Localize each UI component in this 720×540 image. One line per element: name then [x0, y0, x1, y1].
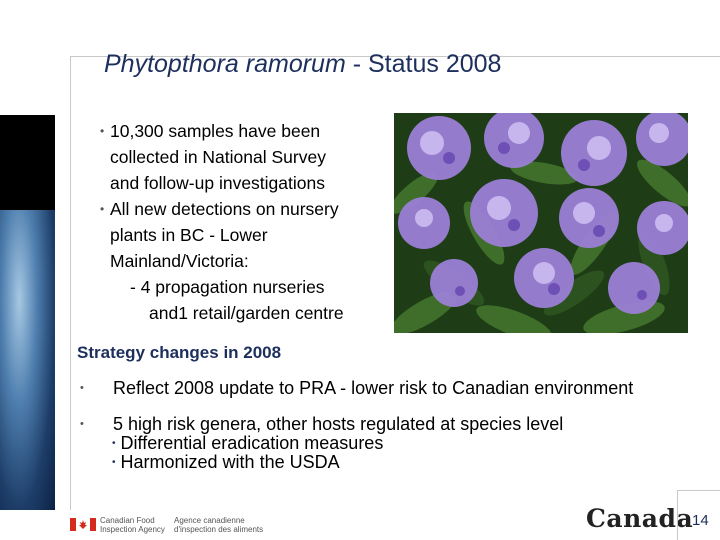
- bullet-line: • 10,300 samples have been: [100, 118, 390, 144]
- left-decor-white: [0, 0, 55, 115]
- left-decor-black: [0, 115, 55, 210]
- rhododendron-flowers-icon: [394, 113, 688, 333]
- bullet-line: collected in National Survey: [110, 147, 326, 167]
- rhododendron-photo: [394, 113, 688, 333]
- bullet-line: and follow-up investigations: [110, 173, 325, 193]
- strategy-heading: Strategy changes in 2008: [77, 343, 282, 362]
- bullet-dot-icon: •: [80, 418, 84, 430]
- bullet-line: and1 retail/garden centre: [149, 303, 344, 323]
- slide-title: [104, 50, 501, 79]
- frame-line-vertical: [70, 56, 71, 510]
- title-status: - Status 2008: [345, 50, 502, 78]
- left-decor-band: [0, 0, 55, 540]
- strategy-item: • Reflect 2008 update to PRA - lower risk to Canadian environment: [80, 378, 634, 398]
- bullet-line: • All new detections on nursery: [100, 196, 390, 222]
- canada-flag-icon: [70, 518, 96, 531]
- bullet-dot-icon: •: [80, 382, 84, 394]
- bullet-line: Mainland/Victoria:: [110, 251, 249, 271]
- agency-name-french: Agence canadienne d'inspection des aliments: [174, 516, 264, 534]
- bullet-dot-icon: •: [112, 438, 116, 449]
- title-species: Phytopthora ramorum: [104, 50, 346, 78]
- strategy-item: • 5 high risk genera, other hosts regulated at species level: [80, 414, 564, 434]
- status-bullets: [100, 118, 390, 326]
- strategy-subitem: • Harmonized with the USDA: [112, 452, 340, 472]
- page-number: 14: [692, 512, 709, 529]
- bullet-line: plants in BC - Lower: [110, 225, 268, 245]
- left-decor-blue: [0, 210, 55, 510]
- agency-name-english: Canadian Food Inspection Agency: [100, 516, 165, 534]
- bullet-line: - 4 propagation nurseries: [130, 277, 325, 297]
- bullet-dot-icon: •: [100, 124, 105, 138]
- canada-wordmark: Canada: [586, 504, 694, 533]
- bullet-dot-icon: •: [112, 457, 116, 468]
- strategy-subitem: • Differential eradication measures: [112, 433, 384, 453]
- bullet-dot-icon: •: [100, 202, 105, 216]
